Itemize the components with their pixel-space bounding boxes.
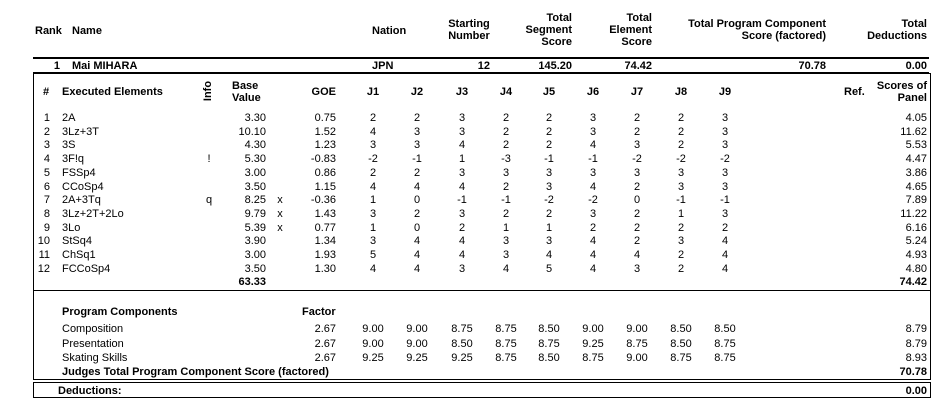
element-judge-8: 2	[677, 249, 685, 261]
elements-bottom-rule	[33, 290, 931, 291]
element-judge-7: -2	[632, 153, 642, 165]
skater-total-segment-score: 145.20	[538, 60, 572, 72]
component-judge-4: 8.75	[495, 323, 517, 335]
component-judge-3: 9.25	[451, 352, 473, 364]
component-judge-1: 9.00	[362, 338, 384, 350]
component-judge-5: 8.50	[538, 323, 560, 335]
deductions-value: 0.00	[905, 385, 927, 397]
element-judge-5: 2	[545, 126, 553, 138]
element-goe: -0.83	[310, 153, 336, 165]
base-value-total: 63.33	[238, 276, 266, 288]
judge-header-8: J8	[674, 86, 688, 98]
element-panel-score: 5.24	[905, 235, 927, 247]
skater-name: Mai MIHARA	[72, 60, 138, 72]
deductions-frame	[33, 382, 931, 398]
element-judge-6: -2	[588, 194, 598, 206]
component-panel-score: 8.93	[905, 352, 927, 364]
element-judge-7: 2	[633, 208, 641, 220]
component-name: Skating Skills	[62, 352, 128, 364]
element-base-value: 3.30	[244, 112, 266, 124]
judge-header-4: J4	[499, 86, 513, 98]
element-judge-4: -3	[501, 153, 511, 165]
component-judge-2: 9.25	[406, 352, 428, 364]
element-goe: 1.43	[314, 208, 336, 220]
element-judge-3: 4	[458, 235, 466, 247]
element-judge-6: -1	[588, 153, 598, 165]
element-goe: 1.30	[314, 263, 336, 275]
element-judge-1: 5	[369, 249, 377, 261]
element-judge-9: 3	[721, 208, 729, 220]
judge-header-9: J9	[718, 86, 732, 98]
element-judge-9: 3	[721, 112, 729, 124]
judge-header-7: J7	[630, 86, 644, 98]
element-number: 2	[43, 126, 50, 138]
element-judge-8: 2	[677, 263, 685, 275]
skater-total-pcs: 70.78	[798, 60, 826, 72]
element-judge-4: 3	[502, 235, 510, 247]
element-goe: 0.86	[314, 167, 336, 179]
element-judge-3: 2	[458, 222, 466, 234]
component-judge-9: 8.75	[714, 338, 736, 350]
element-judge-8: 2	[677, 222, 685, 234]
element-judge-4: 2	[502, 139, 510, 151]
name-header: Name	[72, 25, 102, 37]
ref-header: Ref.	[844, 86, 865, 98]
element-judge-7: 4	[633, 249, 641, 261]
element-judge-7: 3	[633, 139, 641, 151]
element-judge-1: 4	[369, 126, 377, 138]
element-code: FCCoSp4	[62, 263, 111, 275]
element-judge-3: 4	[458, 139, 466, 151]
element-code: 3Lo	[62, 222, 81, 234]
element-judge-1: 3	[369, 208, 377, 220]
component-judge-9: 8.50	[714, 323, 736, 335]
element-base-value: 5.39	[244, 222, 266, 234]
element-judge-3: 1	[458, 153, 466, 165]
element-score-total: 74.42	[899, 276, 927, 288]
component-judge-5: 8.50	[538, 352, 560, 364]
starting-number-header: Starting Number	[448, 18, 490, 42]
element-code: 2A	[62, 112, 76, 124]
element-panel-score: 11.62	[900, 126, 927, 138]
element-goe: 0.75	[314, 112, 336, 124]
component-judge-4: 8.75	[495, 338, 517, 350]
element-judge-9: -1	[720, 194, 730, 206]
element-bonus-mark: x	[277, 208, 283, 220]
total-element-score-header: Total Element Score	[609, 12, 652, 48]
element-judge-9: -2	[720, 153, 730, 165]
total-pcs-header: Total Program Component Score (factored)	[688, 18, 826, 42]
element-judge-6: 3	[589, 126, 597, 138]
element-judge-2: 2	[413, 112, 421, 124]
element-judge-7: 0	[633, 194, 641, 206]
element-judge-8: -1	[676, 194, 686, 206]
element-panel-score: 6.16	[905, 222, 927, 234]
component-factor: 2.67	[314, 338, 336, 350]
component-panel-score: 8.79	[905, 323, 927, 335]
element-code: 3Lz+3T	[62, 126, 99, 138]
element-code: 3F!q	[62, 153, 85, 165]
element-judge-1: 3	[369, 139, 377, 151]
element-judge-9: 2	[721, 222, 729, 234]
judges-total-value: 70.78	[899, 366, 927, 378]
goe-header: GOE	[311, 86, 336, 98]
element-judge-2: -1	[412, 153, 422, 165]
total-segment-score-header: Total Segment Score	[525, 12, 572, 48]
element-judge-5: 2	[545, 139, 553, 151]
component-judge-2: 9.00	[406, 338, 428, 350]
element-number: 3	[43, 139, 50, 151]
element-judge-6: 4	[589, 181, 597, 193]
skater-total-element-score: 74.42	[624, 60, 652, 72]
component-judge-8: 8.75	[670, 352, 692, 364]
element-judge-7: 2	[633, 235, 641, 247]
element-judge-5: 3	[545, 235, 553, 247]
element-base-value: 4.30	[244, 139, 266, 151]
judges-total-label: Judges Total Program Component Score (factored)	[62, 366, 329, 378]
element-code: ChSq1	[62, 249, 96, 261]
element-judge-5: 5	[545, 263, 553, 275]
element-judge-2: 2	[413, 208, 421, 220]
element-judge-5: 2	[545, 112, 553, 124]
element-judge-3: 4	[458, 181, 466, 193]
component-judge-6: 9.00	[582, 323, 604, 335]
element-judge-9: 4	[721, 235, 729, 247]
element-judge-6: 2	[589, 222, 597, 234]
element-info: q	[205, 194, 213, 206]
element-code: 3Lz+2T+2Lo	[62, 208, 124, 220]
element-judge-9: 3	[721, 181, 729, 193]
component-judge-6: 9.25	[582, 338, 604, 350]
element-number-header: #	[43, 86, 50, 98]
component-judge-8: 8.50	[670, 323, 692, 335]
element-panel-score: 5.53	[905, 139, 927, 151]
component-judge-6: 8.75	[582, 352, 604, 364]
element-judge-1: -2	[368, 153, 378, 165]
element-judge-3: -1	[457, 194, 467, 206]
element-judge-7: 2	[633, 126, 641, 138]
component-name: Composition	[62, 323, 124, 335]
component-judge-7: 9.00	[626, 352, 648, 364]
element-judge-1: 1	[369, 222, 377, 234]
element-judge-5: 1	[545, 222, 553, 234]
component-factor: 2.67	[314, 323, 336, 335]
element-panel-score: 3.86	[905, 167, 927, 179]
skater-total-deductions: 0.00	[905, 60, 927, 72]
element-goe: 1.23	[314, 139, 336, 151]
total-deductions-header: Total Deductions	[867, 18, 927, 42]
element-code: 2A+3Tq	[62, 194, 101, 206]
factor-header: Factor	[302, 306, 336, 318]
element-judge-4: 4	[502, 263, 510, 275]
element-goe: 1.52	[314, 126, 336, 138]
element-goe: -0.36	[310, 194, 336, 206]
element-judge-7: 3	[633, 167, 641, 179]
element-code: StSq4	[62, 235, 92, 247]
component-judge-4: 8.75	[495, 352, 517, 364]
element-code: 3S	[62, 139, 76, 151]
element-goe: 0.77	[314, 222, 336, 234]
element-judge-8: 2	[677, 112, 685, 124]
element-judge-8: 2	[677, 126, 685, 138]
element-judge-8: 3	[677, 235, 685, 247]
element-judge-7: 2	[633, 112, 641, 124]
component-judge-2: 9.00	[406, 323, 428, 335]
base-value-header: Base Value	[232, 80, 261, 104]
elements-frame	[33, 73, 931, 380]
element-judge-4: 3	[502, 167, 510, 179]
element-judge-5: 2	[545, 208, 553, 220]
element-number: 10	[37, 235, 50, 247]
element-judge-6: 3	[589, 112, 597, 124]
element-code: CCoSp4	[62, 181, 104, 193]
element-panel-score: 11.22	[900, 208, 927, 220]
element-judge-4: 2	[502, 181, 510, 193]
component-judge-7: 9.00	[626, 323, 648, 335]
element-judge-2: 4	[413, 181, 421, 193]
component-judge-9: 8.75	[714, 352, 736, 364]
element-judge-1: 4	[369, 263, 377, 275]
element-judge-2: 3	[413, 139, 421, 151]
judge-header-2: J2	[410, 86, 424, 98]
element-base-value: 3.50	[244, 263, 266, 275]
element-number: 8	[43, 208, 50, 220]
element-judge-1: 2	[369, 167, 377, 179]
component-judge-8: 8.50	[670, 338, 692, 350]
element-judge-1: 4	[369, 181, 377, 193]
element-goe: 1.15	[314, 181, 336, 193]
rank-header: Rank	[35, 25, 62, 37]
element-judge-4: 3	[502, 249, 510, 261]
element-judge-5: 3	[545, 167, 553, 179]
element-base-value: 3.90	[244, 235, 266, 247]
element-judge-3: 3	[458, 126, 466, 138]
skater-rank: 1	[53, 60, 60, 72]
element-base-value: 9.79	[244, 208, 266, 220]
element-judge-6: 3	[589, 167, 597, 179]
component-judge-3: 8.50	[451, 338, 473, 350]
element-judge-4: 2	[502, 208, 510, 220]
element-base-value: 3.00	[244, 249, 266, 261]
element-number: 6	[43, 181, 50, 193]
element-judge-4: -1	[501, 194, 511, 206]
element-judge-3: 3	[458, 167, 466, 179]
deductions-label: Deductions:	[58, 385, 122, 397]
element-number: 7	[43, 194, 50, 206]
element-judge-3: 4	[458, 249, 466, 261]
element-judge-7: 3	[633, 263, 641, 275]
element-judge-9: 3	[721, 126, 729, 138]
element-judge-8: -2	[676, 153, 686, 165]
element-panel-score: 4.93	[905, 249, 927, 261]
element-judge-3: 3	[458, 263, 466, 275]
element-judge-2: 0	[413, 222, 421, 234]
element-judge-6: 4	[589, 263, 597, 275]
element-judge-7: 2	[633, 222, 641, 234]
element-judge-6: 3	[589, 208, 597, 220]
element-judge-4: 2	[502, 126, 510, 138]
element-judge-1: 2	[369, 112, 377, 124]
element-judge-4: 1	[502, 222, 510, 234]
element-base-value: 8.25	[244, 194, 266, 206]
element-judge-8: 1	[677, 208, 685, 220]
element-number: 5	[43, 167, 50, 179]
component-name: Presentation	[62, 338, 124, 350]
scores-of-panel-header: Scores of Panel	[876, 80, 927, 104]
element-base-value: 5.30	[244, 153, 266, 165]
element-bonus-mark: x	[277, 194, 283, 206]
element-panel-score: 4.47	[905, 153, 927, 165]
element-number: 12	[37, 263, 50, 275]
element-judge-4: 2	[502, 112, 510, 124]
judge-header-3: J3	[455, 86, 469, 98]
element-judge-6: 4	[589, 249, 597, 261]
element-judge-9: 4	[721, 249, 729, 261]
program-components-header: Program Components	[62, 306, 178, 318]
judge-header-5: J5	[542, 86, 556, 98]
element-panel-score: 4.80	[905, 263, 927, 275]
header-divider	[33, 57, 929, 59]
element-base-value: 3.00	[244, 167, 266, 179]
component-panel-score: 8.79	[905, 338, 927, 350]
element-judge-2: 2	[413, 167, 421, 179]
component-judge-7: 8.75	[626, 338, 648, 350]
element-judge-9: 3	[721, 139, 729, 151]
element-panel-score: 4.65	[905, 181, 927, 193]
element-judge-8: 3	[677, 181, 685, 193]
element-panel-score: 7.89	[905, 194, 927, 206]
element-goe: 1.93	[314, 249, 336, 261]
element-judge-5: -2	[544, 194, 554, 206]
skater-starting-number: 12	[477, 60, 490, 72]
element-judge-5: 3	[545, 181, 553, 193]
element-goe: 1.34	[314, 235, 336, 247]
element-judge-6: 4	[589, 139, 597, 151]
element-judge-6: 4	[589, 235, 597, 247]
element-judge-2: 4	[413, 263, 421, 275]
element-judge-1: 3	[369, 235, 377, 247]
element-judge-2: 4	[413, 235, 421, 247]
element-number: 4	[43, 153, 50, 165]
element-judge-1: 1	[369, 194, 377, 206]
element-judge-8: 3	[677, 167, 685, 179]
element-judge-2: 4	[413, 249, 421, 261]
element-judge-9: 4	[721, 263, 729, 275]
element-number: 11	[38, 249, 50, 261]
element-judge-9: 3	[721, 167, 729, 179]
pcs-bottom-rule	[33, 379, 931, 380]
element-base-value: 3.50	[244, 181, 266, 193]
element-judge-7: 2	[633, 181, 641, 193]
element-number: 1	[43, 112, 50, 124]
skater-nation: JPN	[372, 60, 394, 72]
element-judge-2: 0	[413, 194, 421, 206]
component-factor: 2.67	[314, 352, 336, 364]
element-judge-3: 3	[458, 112, 466, 124]
executed-elements-header: Executed Elements	[62, 86, 163, 98]
element-bonus-mark: x	[277, 222, 283, 234]
info-header: Info	[202, 80, 214, 102]
element-judge-8: 2	[677, 139, 685, 151]
component-judge-5: 8.75	[538, 338, 560, 350]
component-judge-3: 8.75	[451, 323, 473, 335]
judge-header-6: J6	[586, 86, 600, 98]
element-info: !	[207, 153, 211, 165]
element-judge-5: -1	[544, 153, 554, 165]
element-number: 9	[43, 222, 50, 234]
judge-header-1: J1	[366, 86, 380, 98]
element-judge-5: 4	[545, 249, 553, 261]
nation-header: Nation	[372, 25, 407, 37]
element-code: FSSp4	[62, 167, 96, 179]
element-panel-score: 4.05	[905, 112, 927, 124]
component-judge-1: 9.25	[362, 352, 384, 364]
element-judge-3: 3	[458, 208, 466, 220]
component-judge-1: 9.00	[362, 323, 384, 335]
element-judge-2: 3	[413, 126, 421, 138]
element-base-value: 10.10	[238, 126, 266, 138]
